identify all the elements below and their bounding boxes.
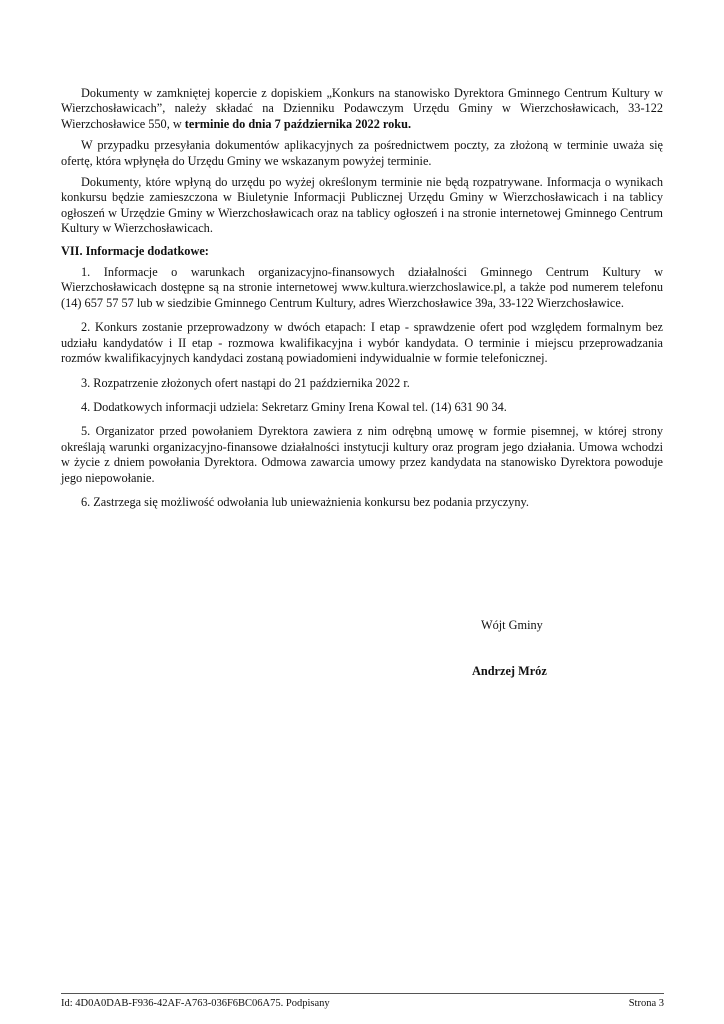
paragraph-postal: W przypadku przesyłania dokumentów aplikacyjnych za pośrednictwem poczty, za złożoną w terminie uważa się ofertę, która wpłynęła do Urzędu Gminy we wskazanym powyżej terminie. — [61, 138, 663, 168]
list-item-4: 4. Dodatkowych informacji udziela: Sekretarz Gminy Irena Kowal tel. (14) 631 90 34. — [81, 399, 507, 414]
signature-name: Andrzej Mróz — [472, 664, 547, 678]
signature-title: Wójt Gminy — [481, 618, 543, 632]
paragraph-submission — [61, 86, 663, 132]
document-body — [61, 86, 663, 510]
list-item-5: 5. Organizator przed powołaniem Dyrektora zawiera z nim odrębną umowę w formie pisemnej, w której strony określają warunki organizacyjno-finansowe działalności instytucji kultury oraz program jego działania. Umowa wchodzi w życie z dniem powołania Dyrektora. Odmowa zawarcia umowy przez kandydata na stanowisko Dyrektora powoduje jego niepowołanie. — [61, 424, 663, 485]
list-item-3: 3. Rozpatrzenie złożonych ofert nastąpi do 21 października 2022 r. — [81, 375, 410, 390]
paragraph-late-docs: Dokumenty, które wpłyną do urzędu po wyżej określonym terminie nie będą rozpatrywane. Informacja o wynikach konkursu będzie zamieszczona w Biuletynie Informacji Publicznej Urzędu Gminy w Wierzchosławicach i na tablicy ogłoszeń w Urzędzie Gminy w Wierzchosławicach oraz na tablicy ogłoszeń i na stronie internetowej Gminnego Centrum Kultury w Wierzchosławicach. — [61, 175, 663, 236]
deadline-bold: terminie do dnia 7 października 2022 roku. — [184, 116, 412, 131]
section-heading: VII. Informacje dodatkowe: — [61, 243, 209, 258]
list-item-2: 2. Konkurs zostanie przeprowadzony w dwóch etapach: I etap - sprawdzenie ofert pod względem formalnym bez udziału kandydatów i II etap - rozmowa kwalifikacyjna i wybór kandydata. O terminie i miejscu przeprowadzania rozmów kwalifikacyjnych kandydaci zostaną powiadomieni indywidualnie w formie telefonicznej. — [61, 320, 663, 366]
paragraph-submission-text: Dokumenty w zamkniętej kopercie z dopiskiem „Konkurs na stanowisko Dyrektora Gminnego Centrum Kultury w Wierzchosławicach”, należy składać na Dzienniku Podawczym Urzędu Gminy w Wierzchosławicach, 33-122 Wierzchosławice 550, w — [61, 86, 663, 131]
list-item-6: 6. Zastrzega się możliwość odwołania lub unieważnienia konkursu bez podania przyczyny. — [81, 494, 529, 509]
document-id: Id: 4D0A0DAB-F936-42AF-A763-036F6BC06A75. Podpisany — [61, 998, 330, 1009]
list-item-1: 1. Informacje o warunkach organizacyjno-finansowych działalności Gminnego Centrum Kultury w Wierzchosławicach dostępne są na stronie internetowej www.kultura.wierzchoslawice.pl, a także pod numerem telefonu (14) 657 57 57 lub w siedzibie Gminnego Centrum Kultury, adres Wierzchosławice 39a, 33-122 Wierzchosławice. — [61, 265, 663, 310]
page-number: Strona 3 — [628, 998, 664, 1009]
footer-divider — [61, 993, 664, 994]
